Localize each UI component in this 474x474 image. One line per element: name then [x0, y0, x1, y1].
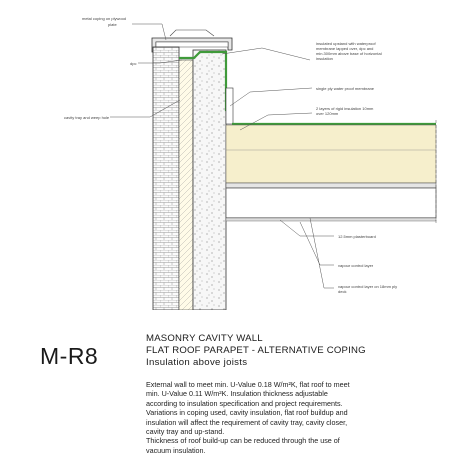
label-upstand: insulated upstand with waterproof membrane lapped over, dpc and min.300mm above base of horizontal insulation — [316, 41, 382, 61]
label-deck: vapour control layer on 18mm ply deck — [338, 284, 398, 294]
detail-notes — [146, 380, 446, 455]
outer-brick-leaf — [153, 47, 179, 310]
label-plasterboard: 12.5mm plasterboard — [338, 234, 376, 239]
note-line: Thickness of roof build-up can be reduced through the use of — [146, 436, 340, 446]
label-vcl: vapour control layer — [338, 263, 374, 268]
inner-block-leaf — [193, 50, 226, 310]
detail-code: M-R8 — [40, 343, 99, 369]
label-coping: metal coping on plywood plate — [82, 16, 127, 27]
note-line: vacuum insulation. — [146, 445, 206, 455]
note-line: cavity tray and up-stand. — [146, 427, 225, 437]
roof-buildup — [226, 124, 436, 221]
note-line: insulation will affect the requirement of cavity tray, cavity closer, — [146, 417, 348, 427]
cavity-insulation — [179, 60, 193, 310]
label-cavity-tray: cavity tray and weep hole — [64, 115, 110, 120]
label-membrane: single ply water proof membrane — [316, 86, 375, 91]
insulated-upstand — [226, 88, 233, 124]
note-line: Variations in coping used, cavity insulation, flat roof buildup and — [146, 408, 348, 418]
note-line: External wall to meet min. U-Value 0.18 W/m²K, flat roof to meet — [146, 380, 350, 389]
detail-title — [146, 333, 466, 369]
label-insulation: 2 layers of rigid insulation 10mm over 120mm — [316, 106, 374, 116]
note-line: according to insulation specification and project requirements. — [146, 398, 343, 408]
title-line: Insulation above joists — [146, 357, 248, 368]
title-line: MASONRY CAVITY WALL — [146, 333, 263, 344]
title-line: FLAT ROOF PARAPET - ALTERNATIVE COPING — [146, 345, 366, 356]
label-dpc: dpc — [130, 61, 137, 66]
note-line: min. U-Value 0.11 W/m²K. Insulation thickness adjustable — [146, 389, 328, 399]
